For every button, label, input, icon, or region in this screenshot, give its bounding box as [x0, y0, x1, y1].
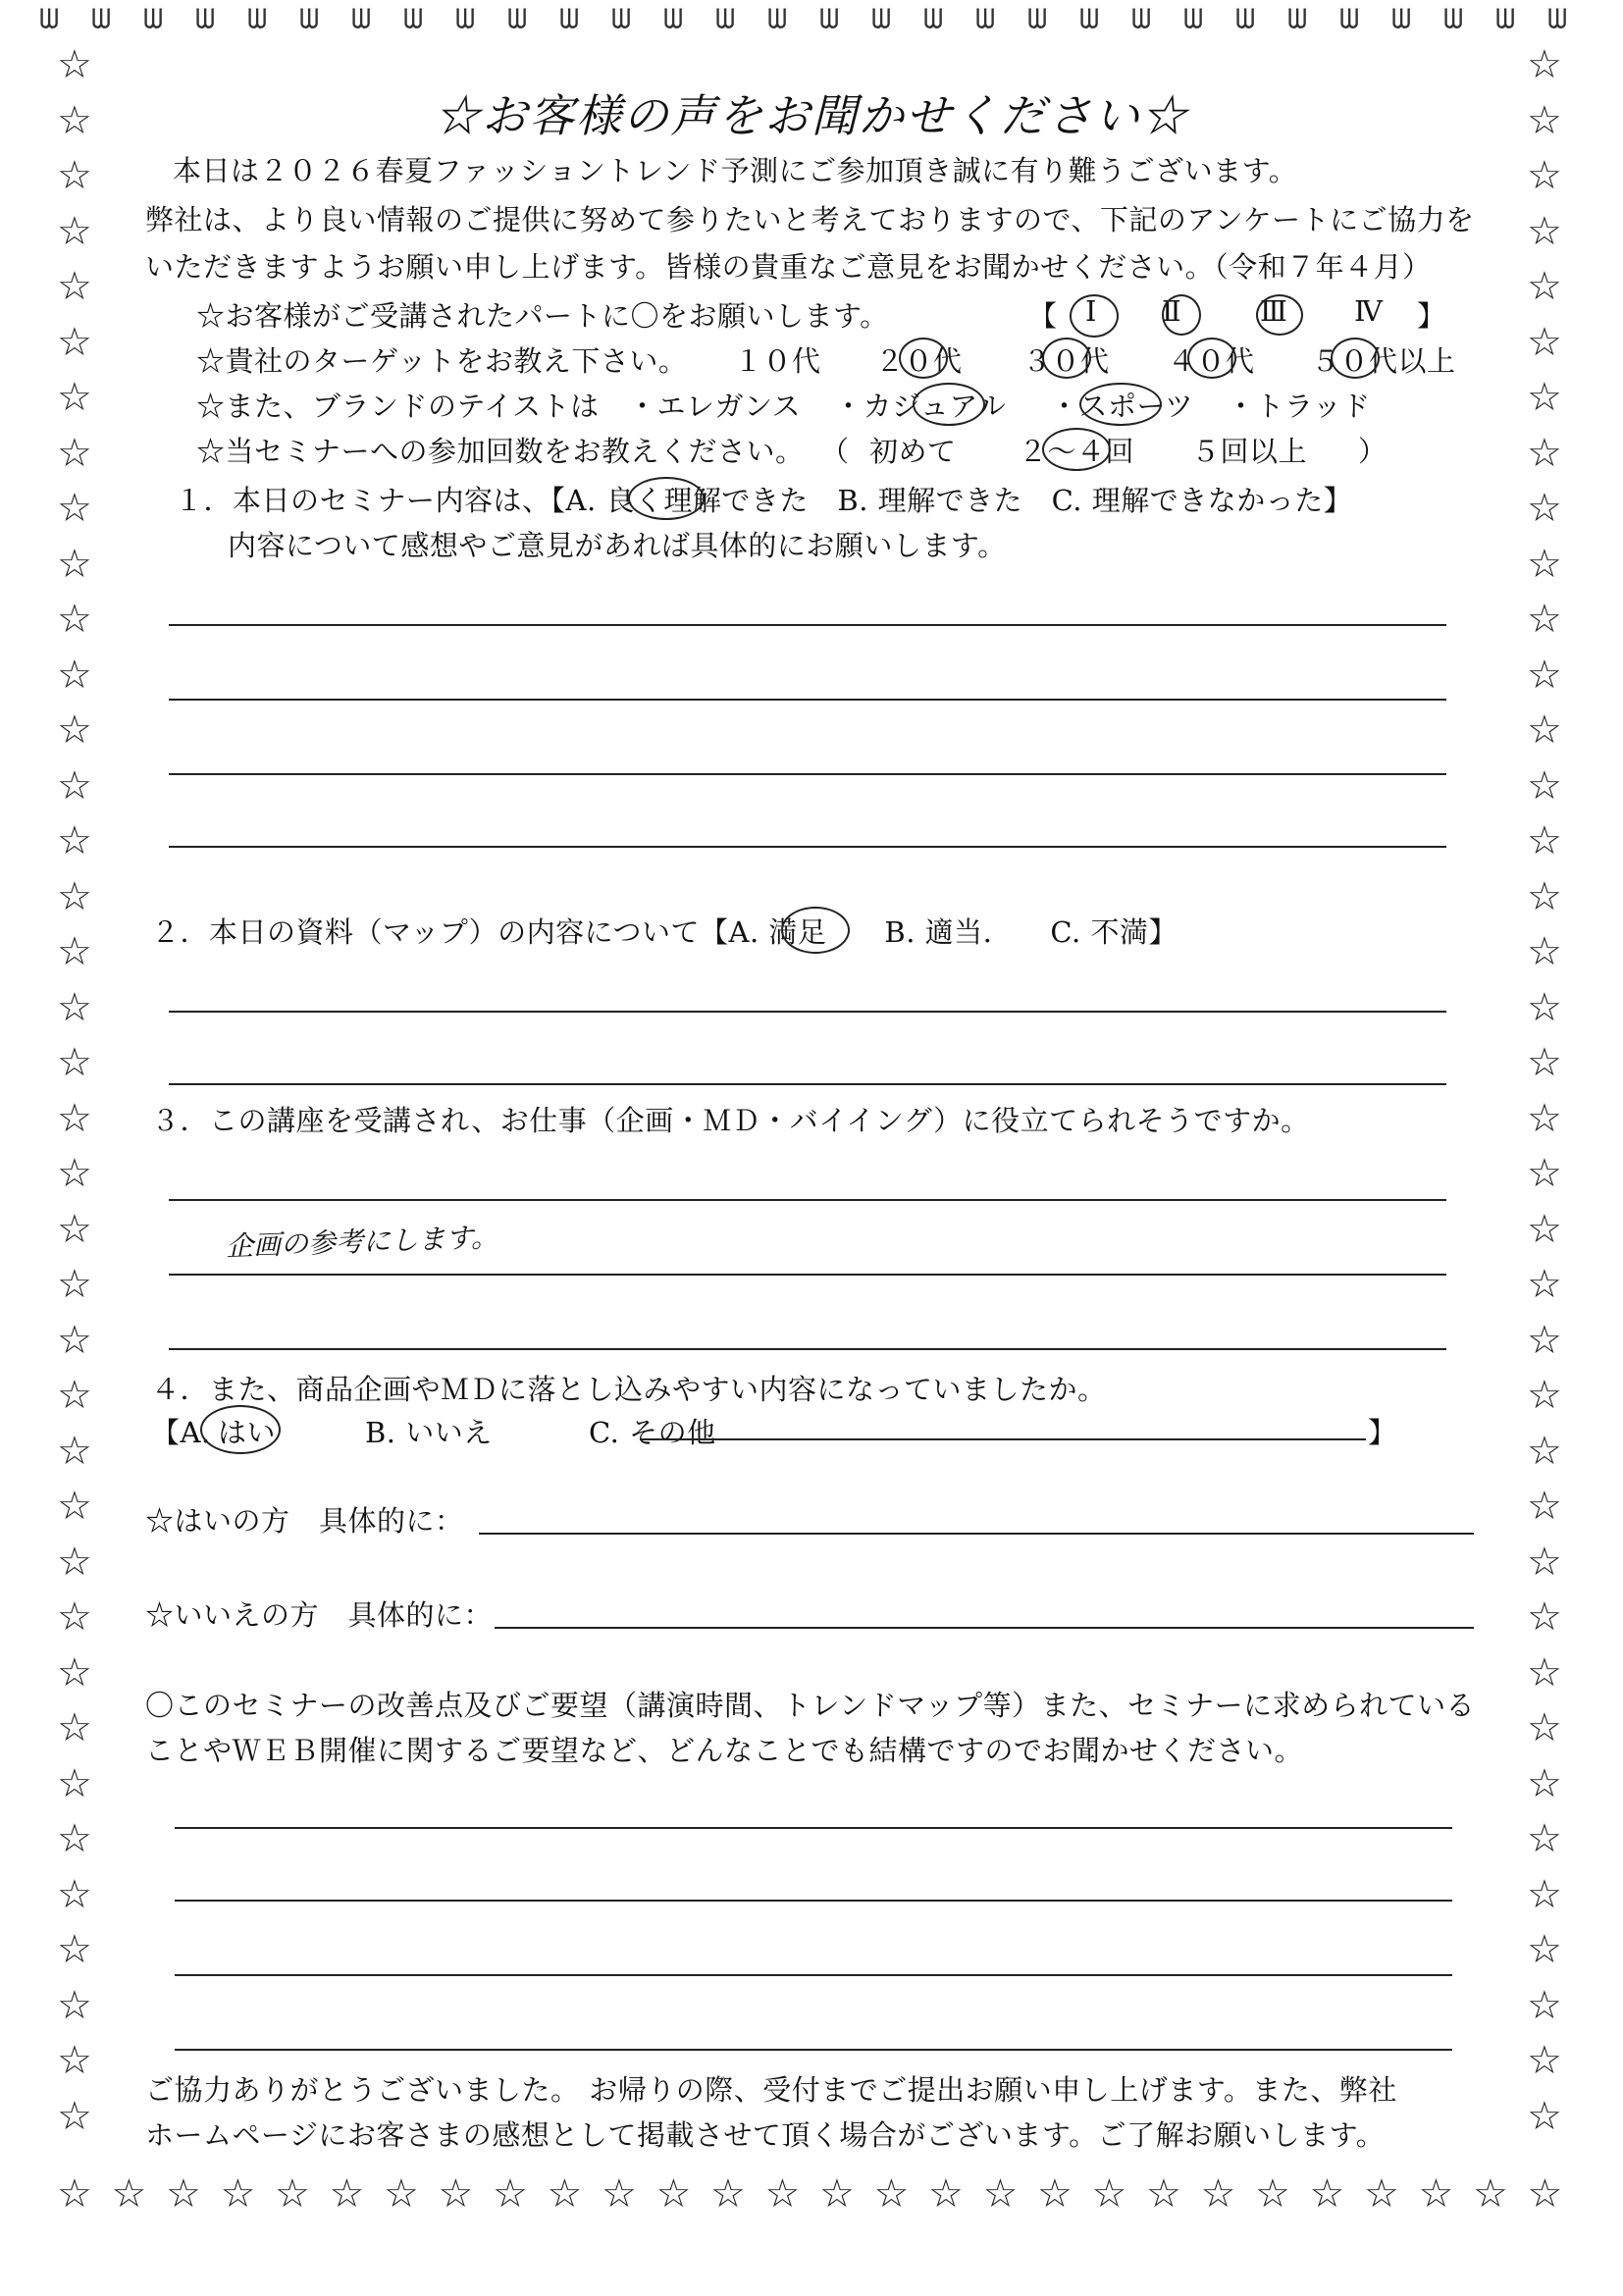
thanks-line-1: ご協力ありがとうございました。 お帰りの際、受付までご提出お願い申し上げます。また、弊社 — [145, 2073, 1397, 2107]
top-border-mark: ᗯ — [559, 3, 580, 35]
left-border-star-icon: ☆ — [57, 2093, 92, 2139]
target-option-40s[interactable]: ４０代 — [1168, 344, 1255, 378]
bottom-border-star-icon: ☆ — [329, 2171, 365, 2217]
improvement-line-2: ことやＷＥＢ開催に関するご要望など、どんなことでも結構ですのでお聞かせください。 — [145, 1734, 1304, 1767]
page-title: ☆お客様の声をお聞かせください☆ — [435, 89, 1188, 142]
top-border-mark: ᗯ — [455, 3, 476, 35]
bottom-border-star-icon: ☆ — [873, 2171, 910, 2217]
bottom-border-star-icon: ☆ — [275, 2171, 310, 2217]
left-border-star-icon: ☆ — [57, 597, 92, 642]
q4-bracket-close: 】 — [1368, 1416, 1397, 1449]
left-border-star-icon: ☆ — [57, 873, 92, 919]
top-border-mark: ᗯ — [1131, 3, 1152, 35]
bottom-border-star-icon: ☆ — [1309, 2171, 1345, 2217]
part-bracket-open: 【 — [1028, 299, 1058, 333]
right-border-star-icon: ☆ — [1527, 1760, 1562, 1806]
left-border-star-icon: ☆ — [57, 1484, 92, 1529]
improvement-line-1: 〇このセミナーの改善点及びご要望（講演時間、トレンドマップ等）また、セミナーに求められている — [145, 1689, 1476, 1722]
top-border-mark: ᗯ — [1443, 3, 1464, 35]
target-option-50s-plus[interactable]: ５０代以上 — [1311, 344, 1456, 378]
top-border-mark: ᗯ — [507, 3, 528, 35]
bottom-border-star-icon: ☆ — [220, 2171, 256, 2217]
part-selection-circle — [1070, 294, 1119, 338]
left-border-star-icon: ☆ — [57, 818, 92, 863]
bottom-border-star-icon: ☆ — [1364, 2171, 1399, 2217]
bottom-border-star-icon: ☆ — [438, 2171, 474, 2217]
part-option-2-circle — [1162, 294, 1201, 336]
q1-sub: 内容について感想やご意見があれば具体的にお願いします。 — [228, 529, 1007, 562]
taste-question: ☆また、ブランドのテイストは — [196, 390, 600, 423]
taste-option-elegance[interactable]: ・エレガンス — [628, 390, 802, 423]
left-border-star-icon: ☆ — [57, 153, 92, 198]
target-selection-circle-20s — [899, 338, 948, 379]
top-border-mark: ᗯ — [1547, 3, 1568, 35]
q3-question: ３．この講座を受講され、お仕事（企画・ＭＤ・バイイング）に役立てられそうですか。 — [151, 1104, 1310, 1137]
target-circle-30s — [1042, 338, 1091, 379]
top-border-mark: ᗯ — [143, 3, 164, 35]
right-border-star-icon: ☆ — [1527, 1927, 1562, 1972]
left-border-star-icon: ☆ — [57, 707, 92, 753]
attendance-option-5plus[interactable]: ５回以上 — [1191, 435, 1308, 468]
q2-answer-line-1[interactable] — [169, 1011, 1446, 1013]
bottom-border-star-icon: ☆ — [1527, 2171, 1563, 2217]
right-border-star-icon: ☆ — [1527, 1262, 1562, 1307]
bottom-border-star-icon: ☆ — [1200, 2171, 1236, 2217]
left-border-star-icon: ☆ — [57, 1982, 92, 2028]
q4-option-yes[interactable]: はい — [218, 1416, 277, 1449]
bottom-border-star-icon: ☆ — [819, 2171, 855, 2217]
left-border-star-icon: ☆ — [57, 652, 92, 698]
right-border-star-icon: ☆ — [1527, 818, 1562, 863]
target-question: ☆貴社のターゲットをお教え下さい。 — [196, 344, 688, 378]
right-border-star-icon: ☆ — [1527, 1594, 1562, 1640]
top-border-mark: ᗯ — [351, 3, 372, 35]
bottom-border-star-icon: ☆ — [1037, 2171, 1073, 2217]
right-border-star-icon: ☆ — [1527, 1095, 1562, 1141]
q4-selection-circle — [200, 1405, 281, 1454]
q1-question: １．本日のセミナー内容は、【A. 良く理解できた B. 理解できた C. 理解できなかった】 — [175, 484, 1353, 517]
part-option-2[interactable]: Ⅱ — [1162, 294, 1182, 328]
q2-question: ２．本日の資料（マップ）の内容について【A. 満足 B. 適当. C. 不満】 — [151, 915, 1178, 949]
attendance-bracket-open: （ — [820, 435, 850, 468]
bottom-border-star-icon: ☆ — [1091, 2171, 1127, 2217]
left-border-star-icon: ☆ — [57, 929, 92, 974]
top-border-mark: ᗯ — [299, 3, 320, 35]
taste-option-sports[interactable]: ・スポーツ — [1050, 390, 1194, 423]
q2-answer-line-2[interactable] — [169, 1083, 1446, 1085]
part-option-3-circle — [1256, 294, 1303, 336]
taste-selection-circle-sports — [1079, 383, 1162, 426]
left-border-star-icon: ☆ — [57, 1760, 92, 1806]
top-border-mark: ᗯ — [1495, 3, 1516, 35]
attendance-question: ☆当セミナーへの参加回数をお教えください。 — [196, 435, 805, 468]
attendance-option-2-4[interactable]: ２～４回 — [1019, 435, 1135, 468]
right-border-star-icon: ☆ — [1527, 873, 1562, 919]
bottom-border-star-icon: ☆ — [602, 2171, 637, 2217]
top-border-mark: ᗯ — [403, 3, 424, 35]
bottom-border-star-icon: ☆ — [1473, 2171, 1508, 2217]
part-question: ☆お客様がご受講されたパートに〇をお願いします。 — [196, 299, 889, 333]
right-border-star-icon: ☆ — [1527, 1484, 1562, 1529]
right-border-star-icon: ☆ — [1527, 1649, 1562, 1696]
improvement-line-c[interactable] — [175, 1974, 1452, 1976]
taste-option-trad[interactable]: ・トラッド — [1227, 390, 1371, 423]
left-border-star-icon: ☆ — [57, 1649, 92, 1696]
part-option-4[interactable]: Ⅳ — [1354, 294, 1384, 328]
top-border-mark: ᗯ — [1339, 3, 1360, 35]
bottom-border-star-icon: ☆ — [1418, 2171, 1454, 2217]
right-border-star-icon: ☆ — [1527, 1705, 1562, 1750]
right-border-star-icon: ☆ — [1527, 97, 1562, 143]
thanks-line-2: ホームページにお客さまの感想として掲載させて頂く場合がございます。ご了解お願いします。 — [145, 2118, 1386, 2152]
bottom-border-star-icon: ☆ — [547, 2171, 583, 2217]
bottom-border-star-icon: ☆ — [384, 2171, 419, 2217]
left-border-star-icon: ☆ — [57, 1262, 92, 1307]
bottom-border-star-icon: ☆ — [1255, 2171, 1290, 2217]
left-border-star-icon: ☆ — [57, 1428, 92, 1474]
no-detail-label: ☆いいえの方 具体的に： — [145, 1598, 494, 1632]
q4-question: ４．また、商品企画やＭＤに落とし込みやすい内容になっていましたか。 — [151, 1373, 1107, 1406]
right-border-star-icon: ☆ — [1527, 264, 1562, 309]
left-border-star-icon: ☆ — [57, 1594, 92, 1640]
top-border-mark: ᗯ — [975, 3, 996, 35]
top-border-mark: ᗯ — [819, 3, 840, 35]
q1-answer-line-4[interactable] — [169, 846, 1446, 848]
top-border-mark: ᗯ — [1027, 3, 1048, 35]
right-border-star-icon: ☆ — [1527, 486, 1562, 531]
top-border-mark: ᗯ — [39, 3, 60, 35]
q4-bracket-open: 【A. — [151, 1416, 211, 1449]
top-border-mark: ᗯ — [663, 3, 684, 35]
left-border-star-icon: ☆ — [57, 486, 92, 531]
bottom-border-star-icon: ☆ — [166, 2171, 201, 2217]
attendance-bracket-close: ） — [1358, 435, 1387, 468]
target-circle-40s — [1187, 338, 1236, 379]
q1-answer-line-2[interactable] — [169, 699, 1446, 701]
q1-selection-circle — [628, 477, 705, 520]
intro-line-1: 本日は２０２６春夏ファッショントレンド予測にご参加頂き誠に有り難うございます。 — [173, 154, 1298, 187]
q4-option-no[interactable]: B. いいえ — [365, 1416, 493, 1449]
target-option-20s[interactable]: ２０代 — [875, 344, 963, 378]
right-border-star-icon: ☆ — [1527, 1982, 1562, 2028]
right-border-star-icon: ☆ — [1527, 375, 1562, 420]
right-border-star-icon: ☆ — [1527, 1206, 1562, 1252]
top-border-mark: ᗯ — [923, 3, 944, 35]
left-border-star-icon: ☆ — [57, 1040, 92, 1085]
top-border-mark: ᗯ — [1235, 3, 1256, 35]
right-border-star-icon: ☆ — [1527, 2093, 1562, 2139]
right-border-star-icon: ☆ — [1527, 762, 1562, 809]
top-border-mark: ᗯ — [611, 3, 632, 35]
intro-line-3: いただきますようお願い申し上げます。皆様の貴重なご意見をお聞かせください。（令和７年４月） — [145, 250, 1432, 284]
right-border-star-icon: ☆ — [1527, 1428, 1562, 1474]
left-border-star-icon: ☆ — [57, 1317, 92, 1363]
taste-circle-casual — [913, 383, 985, 426]
top-border-mark: ᗯ — [1287, 3, 1308, 35]
part-option-1[interactable]: Ⅰ — [1085, 294, 1097, 328]
bottom-border-star-icon: ☆ — [111, 2171, 147, 2217]
bottom-border-star-icon: ☆ — [764, 2171, 801, 2217]
right-border-star-icon: ☆ — [1527, 1151, 1562, 1196]
improvement-line-a[interactable] — [175, 1827, 1452, 1829]
right-border-star-icon: ☆ — [1527, 984, 1562, 1030]
top-border-mark: ᗯ — [715, 3, 736, 35]
left-border-star-icon: ☆ — [57, 1151, 92, 1196]
q1-answer-line-1[interactable] — [169, 624, 1446, 626]
right-border-star-icon: ☆ — [1527, 1871, 1562, 1917]
intro-line-2: 弊社は、より良い情報のご提供に努めて参りたいと考えておりますので、下記のアンケートにご協力を — [145, 203, 1475, 236]
q4-option-other[interactable]: C. その他 — [589, 1416, 716, 1449]
attendance-option-first[interactable]: 初めて — [869, 435, 957, 468]
yes-detail-line[interactable] — [479, 1533, 1474, 1535]
right-border-star-icon: ☆ — [1527, 652, 1562, 698]
q1-answer-line-3[interactable] — [169, 773, 1446, 775]
top-border-mark: ᗯ — [1391, 3, 1412, 35]
top-border-mark: ᗯ — [1079, 3, 1100, 35]
bottom-border-star-icon: ☆ — [1146, 2171, 1181, 2217]
left-border-star-icon: ☆ — [57, 264, 92, 309]
q3-answer-line-1[interactable] — [169, 1199, 1446, 1201]
left-border-star-icon: ☆ — [57, 208, 92, 254]
top-border-mark: ᗯ — [1183, 3, 1204, 35]
left-border-star-icon: ☆ — [57, 430, 92, 476]
q3-answer-line-2[interactable] — [169, 1274, 1446, 1276]
right-border-star-icon: ☆ — [1527, 1539, 1562, 1585]
improvement-line-d[interactable] — [175, 2049, 1452, 2051]
right-border-star-icon: ☆ — [1527, 597, 1562, 642]
right-border-star-icon: ☆ — [1527, 42, 1562, 87]
right-border-star-icon: ☆ — [1527, 1816, 1562, 1861]
left-border-star-icon: ☆ — [57, 1927, 92, 1972]
top-border-mark: ᗯ — [195, 3, 216, 35]
yes-detail-label: ☆はいの方 具体的に： — [145, 1504, 464, 1538]
right-border-star-icon: ☆ — [1527, 319, 1562, 365]
right-border-star-icon: ☆ — [1527, 430, 1562, 476]
top-border-mark: ᗯ — [871, 3, 892, 35]
right-border-star-icon: ☆ — [1527, 1317, 1562, 1363]
right-border-star-icon: ☆ — [1527, 153, 1562, 198]
improvement-line-b[interactable] — [175, 1900, 1452, 1902]
bottom-border-star-icon: ☆ — [655, 2171, 692, 2217]
bottom-border-star-icon: ☆ — [982, 2171, 1019, 2217]
top-border-mark: ᗯ — [91, 3, 112, 35]
q3-answer-line-3[interactable] — [169, 1348, 1446, 1350]
top-border-mark: ᗯ — [767, 3, 788, 35]
no-detail-line[interactable] — [495, 1627, 1474, 1629]
right-border-star-icon: ☆ — [1527, 707, 1562, 753]
left-border-star-icon: ☆ — [57, 375, 92, 420]
left-border-star-icon: ☆ — [57, 762, 92, 809]
part-option-3[interactable]: Ⅲ — [1260, 294, 1288, 328]
bottom-border-star-icon: ☆ — [57, 2171, 92, 2217]
left-border-star-icon: ☆ — [57, 1871, 92, 1917]
left-border-star-icon: ☆ — [57, 1539, 92, 1585]
left-border-star-icon: ☆ — [57, 1373, 92, 1418]
part-bracket-close: 】 — [1417, 299, 1446, 333]
right-border-star-icon: ☆ — [1527, 1373, 1562, 1418]
taste-option-casual[interactable]: ・カジュアル — [834, 390, 1007, 423]
target-circle-50s — [1331, 338, 1380, 379]
q2-selection-circle — [781, 907, 850, 954]
bottom-border-star-icon: ☆ — [928, 2171, 964, 2217]
left-border-star-icon: ☆ — [57, 2038, 92, 2083]
left-border-star-icon: ☆ — [57, 1705, 92, 1750]
left-border-star-icon: ☆ — [57, 1206, 92, 1252]
left-border-star-icon: ☆ — [57, 319, 92, 365]
left-border-star-icon: ☆ — [57, 42, 92, 87]
left-border-star-icon: ☆ — [57, 1816, 92, 1861]
q4-other-line[interactable] — [640, 1438, 1366, 1440]
right-border-star-icon: ☆ — [1527, 541, 1562, 587]
top-border-mark: ᗯ — [247, 3, 268, 35]
target-option-10s[interactable]: １０代 — [734, 344, 821, 378]
right-border-star-icon: ☆ — [1527, 1040, 1562, 1085]
right-border-star-icon: ☆ — [1527, 929, 1562, 974]
bottom-border-star-icon: ☆ — [493, 2171, 528, 2217]
left-border-star-icon: ☆ — [57, 97, 92, 143]
left-border-star-icon: ☆ — [57, 541, 92, 587]
attendance-selection-circle — [1042, 428, 1111, 471]
right-border-star-icon: ☆ — [1527, 208, 1562, 254]
bottom-border-star-icon: ☆ — [710, 2171, 746, 2217]
right-border-star-icon: ☆ — [1527, 2038, 1562, 2083]
left-border-star-icon: ☆ — [57, 984, 92, 1030]
q3-handwritten-answer: 企画の参考にします。 — [225, 1221, 499, 1263]
target-option-30s[interactable]: ３０代 — [1022, 344, 1110, 378]
left-border-star-icon: ☆ — [57, 1095, 92, 1141]
